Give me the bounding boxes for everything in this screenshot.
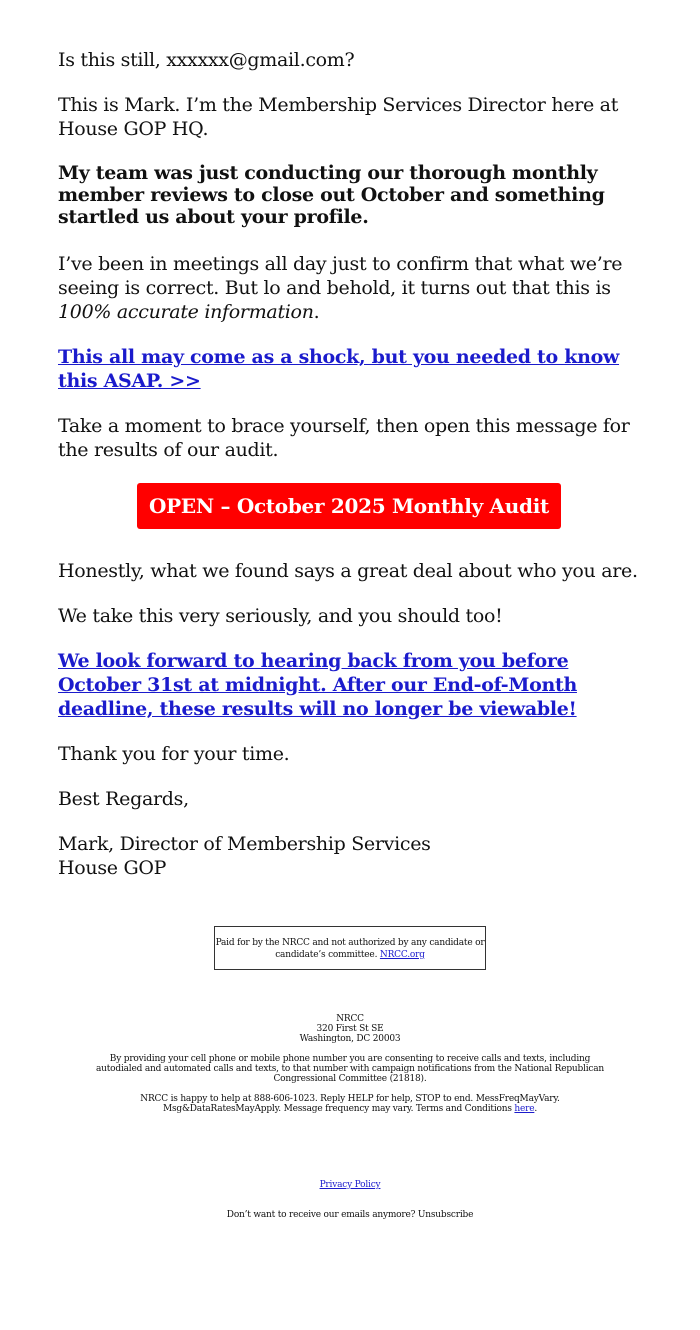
signature — [58, 832, 648, 880]
message-content — [58, 48, 648, 901]
review-paragraph: My team was just conducting our thorough monthly member reviews to close out October and something startled us about your profile. — [58, 162, 605, 228]
thanks-paragraph: Thank you for your time. — [58, 743, 290, 765]
seriously-paragraph: We take this very seriously, and you should too! — [58, 605, 503, 627]
privacy-container — [90, 1180, 610, 1190]
help-text-end: . — [534, 1104, 538, 1114]
shock-link-wrap — [58, 345, 648, 393]
address-street: 320 First St SE — [316, 1024, 384, 1034]
meetings-text: I’ve been in meetings all day just to confirm that what we’re seeing is correct. But lo and behold, it turns out that this is — [58, 253, 623, 299]
paid-for-disclaimer — [214, 926, 486, 970]
disclaimer-text: Paid for by the NRCC and not authorized by any candidate or candidate’s committee. — [215, 938, 485, 960]
address-org: NRCC — [336, 1014, 364, 1024]
mailing-address — [90, 1014, 610, 1044]
signature-org: House GOP — [58, 857, 167, 879]
nrcc-link[interactable]: NRCC.org — [379, 950, 425, 960]
cta-container — [58, 483, 648, 529]
meetings-emphasis: 100% accurate information — [58, 301, 314, 323]
unsubscribe-text[interactable]: Don’t want to receive our emails anymore? Unsubscribe — [226, 1210, 474, 1220]
regards-paragraph: Best Regards, — [58, 788, 189, 810]
footer — [90, 1014, 610, 1220]
address-city: Washington, DC 20003 — [299, 1034, 401, 1044]
intro-paragraph: This is Mark. I’m the Membership Services Director here at House GOP HQ. — [58, 94, 619, 140]
sms-consent: By providing your cell phone or mobile phone number you are consenting to receive calls and texts, including autodialed and automated calls and texts, to that number with campaign notifications from the National Republican Congressional Committee (21818). — [95, 1054, 605, 1084]
shock-link[interactable]: This all may come as a shock, but you needed to know this ASAP. >> — [58, 346, 620, 392]
deadline-link-wrap — [58, 649, 648, 721]
honestly-paragraph: Honestly, what we found says a great deal about who you are. — [58, 560, 638, 582]
terms-link[interactable]: here — [514, 1104, 535, 1114]
help-text-body: NRCC is happy to help at 888-606-1023. Reply HELP for help, STOP to end. MessFreqMayVary. Msg&DataRatesMayApply. Message frequency may vary. Terms and Conditions — [140, 1094, 560, 1114]
meetings-paragraph — [58, 252, 648, 324]
brace-paragraph: Take a moment to brace yourself, then open this message for the results of our audit. — [58, 415, 630, 461]
greeting: Is this still, xxxxxx@gmail.com? — [58, 49, 355, 71]
meetings-end: . — [313, 301, 320, 323]
deadline-link[interactable]: We look forward to hearing back from you before October 31st at midnight. After our End-of-Month deadline, these results will no longer be viewable! — [58, 650, 577, 720]
privacy-policy-link[interactable]: Privacy Policy — [319, 1180, 381, 1190]
help-text — [90, 1094, 610, 1114]
open-audit-button[interactable]: OPEN – October 2025 Monthly Audit — [137, 483, 561, 529]
signature-name: Mark, Director of Membership Services — [58, 833, 431, 855]
